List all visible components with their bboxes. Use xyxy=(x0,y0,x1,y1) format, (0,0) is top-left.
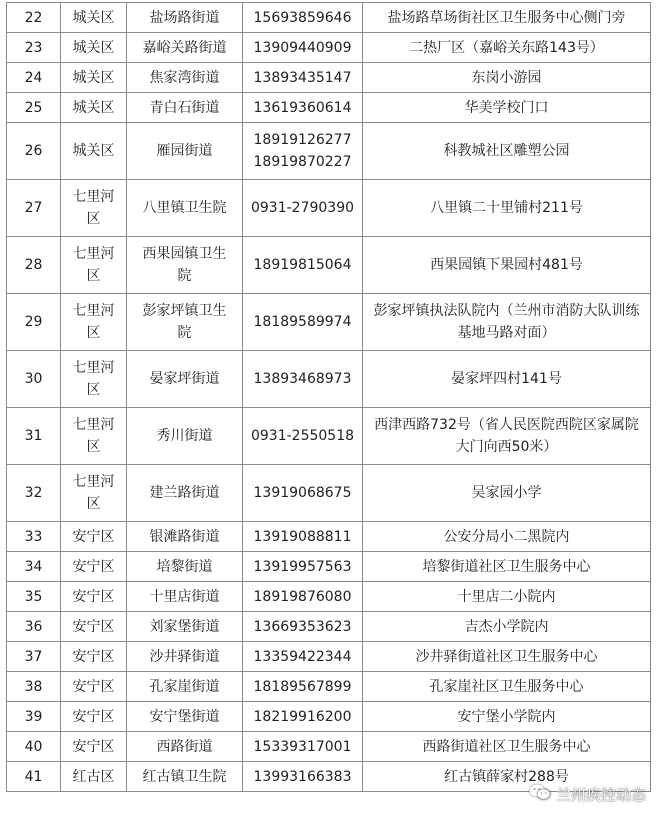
cell-district-line: 安宁区 xyxy=(72,558,115,575)
cell-street-line: 培黎街道 xyxy=(156,558,213,575)
cell-street xyxy=(127,408,243,465)
cell-phone-line: 0931-2790390 xyxy=(250,200,355,216)
cell-district-line: 七里河 xyxy=(72,474,115,490)
cell-street-line: 银滩路街道 xyxy=(149,528,220,545)
cell-district xyxy=(61,180,127,237)
cell-site-line: 盐场路草场街社区卫生服务中心侧门旁 xyxy=(387,9,626,26)
cell-district-line: 区 xyxy=(86,211,101,227)
cell-site-line: 公安分局小二黑院内 xyxy=(443,528,570,545)
cell-site xyxy=(363,762,651,792)
cell-street xyxy=(127,642,243,672)
cell-district-line: 七里河 xyxy=(72,189,115,205)
cell-district-line: 七里河 xyxy=(72,360,115,376)
cell-phone xyxy=(243,465,363,522)
cell-number: 41 xyxy=(7,762,61,792)
cell-district-line: 安宁区 xyxy=(72,708,115,725)
table-row xyxy=(7,582,651,612)
cell-site xyxy=(363,732,651,762)
table-row xyxy=(7,552,651,582)
cell-phone xyxy=(243,642,363,672)
cell-street xyxy=(127,762,243,792)
cell-district-line: 城关区 xyxy=(72,99,115,116)
cell-site xyxy=(363,33,651,63)
table-row xyxy=(7,408,651,465)
cell-site xyxy=(363,522,651,552)
cell-district xyxy=(61,582,127,612)
cell-district-line: 七里河 xyxy=(72,246,115,262)
cell-street-line: 孔家崖街道 xyxy=(149,678,220,695)
cell-street xyxy=(127,123,243,180)
cell-district-line: 安宁区 xyxy=(72,738,115,755)
cell-street-line: 西路街道 xyxy=(156,738,213,755)
cell-district-line: 城关区 xyxy=(72,143,115,159)
cell-phone xyxy=(243,672,363,702)
cell-phone xyxy=(243,522,363,552)
cell-street xyxy=(127,522,243,552)
table-row xyxy=(7,237,651,294)
cell-street-line: 十里店街道 xyxy=(149,588,220,605)
cell-phone-line: 18919815064 xyxy=(253,257,352,273)
cell-street xyxy=(127,552,243,582)
cell-site-line: 二热厂区（嘉峪关东路143号） xyxy=(409,39,604,56)
cell-district xyxy=(61,552,127,582)
cell-site-line: 东岗小游园 xyxy=(471,69,542,86)
table-row xyxy=(7,63,651,93)
cell-phone xyxy=(243,702,363,732)
cell-number: 27 xyxy=(7,180,61,237)
cell-site xyxy=(363,612,651,642)
cell-street xyxy=(127,612,243,642)
table-row xyxy=(7,3,651,33)
cell-site xyxy=(363,123,651,180)
cell-phone xyxy=(243,582,363,612)
cell-district xyxy=(61,63,127,93)
cell-district xyxy=(61,612,127,642)
cell-street-line: 建兰路街道 xyxy=(149,485,220,501)
cell-number: 30 xyxy=(7,351,61,408)
cell-street-line: 院 xyxy=(177,268,192,284)
cell-phone-line: 13893435147 xyxy=(253,69,352,86)
cell-street xyxy=(127,582,243,612)
cell-street xyxy=(127,33,243,63)
cell-district-line: 安宁区 xyxy=(72,588,115,605)
cell-site-line: 孔家崖社区卫生服务中心 xyxy=(429,678,584,695)
cell-site-line: 西路街道社区卫生服务中心 xyxy=(422,738,591,755)
cell-street xyxy=(127,294,243,351)
cell-number: 36 xyxy=(7,612,61,642)
cell-site-line: 沙井驿街道社区卫生服务中心 xyxy=(415,648,598,665)
table-row xyxy=(7,93,651,123)
cell-number: 28 xyxy=(7,237,61,294)
cell-phone xyxy=(243,3,363,33)
cell-street xyxy=(127,3,243,33)
cell-district-line: 区 xyxy=(86,268,101,284)
cell-district xyxy=(61,762,127,792)
cell-number: 33 xyxy=(7,522,61,552)
cell-district-line: 城关区 xyxy=(72,9,115,26)
cell-district-line: 安宁区 xyxy=(72,678,115,695)
cell-district-line: 城关区 xyxy=(72,39,115,56)
table-row xyxy=(7,732,651,762)
cell-site-line: 科教城社区雕塑公园 xyxy=(443,143,570,159)
cell-district xyxy=(61,642,127,672)
cell-street-line: 焦家湾街道 xyxy=(149,69,220,86)
cell-street-line: 彭家坪镇卫生 xyxy=(142,303,227,319)
cell-phone-line: 15693859646 xyxy=(253,9,352,26)
cell-phone-line: 18919126277 xyxy=(253,132,352,148)
cell-district-line: 区 xyxy=(86,382,101,398)
cell-street-line: 嘉峪关路街道 xyxy=(142,39,227,56)
cell-site-line: 晏家坪四村141号 xyxy=(451,371,562,387)
cell-number: 22 xyxy=(7,3,61,33)
cell-site-line: 大门向西50米） xyxy=(455,439,558,455)
cell-phone-line: 13619360614 xyxy=(253,99,352,116)
cell-number: 38 xyxy=(7,672,61,702)
cell-phone-line: 13993166383 xyxy=(253,768,352,785)
cell-district-line: 红古区 xyxy=(72,768,115,785)
cell-street-line: 八里镇卫生院 xyxy=(142,200,227,216)
cell-street xyxy=(127,732,243,762)
cell-district xyxy=(61,237,127,294)
table-row xyxy=(7,642,651,672)
cell-site xyxy=(363,3,651,33)
cell-site xyxy=(363,351,651,408)
cell-site xyxy=(363,294,651,351)
cell-number: 26 xyxy=(7,123,61,180)
cell-phone-line: 13669353623 xyxy=(253,618,352,635)
cell-district-line: 安宁区 xyxy=(72,618,115,635)
cell-district xyxy=(61,522,127,552)
cell-phone xyxy=(243,294,363,351)
cell-site xyxy=(363,672,651,702)
cell-district xyxy=(61,3,127,33)
cell-phone xyxy=(243,63,363,93)
cell-number: 25 xyxy=(7,93,61,123)
cell-site xyxy=(363,93,651,123)
cell-phone-line: 0931-2550518 xyxy=(250,428,355,444)
cell-site xyxy=(363,408,651,465)
cell-phone-line: 13919957563 xyxy=(253,558,352,575)
cell-number: 34 xyxy=(7,552,61,582)
cell-phone xyxy=(243,762,363,792)
cell-phone xyxy=(243,123,363,180)
cell-street xyxy=(127,63,243,93)
cell-district-line: 区 xyxy=(86,496,101,512)
cell-site-line: 吴家园小学 xyxy=(471,485,542,501)
cell-street-line: 院 xyxy=(177,325,192,341)
cell-phone-line: 18219916200 xyxy=(253,708,352,725)
cell-street-line: 西果园镇卫生 xyxy=(142,246,227,262)
cell-street-line: 红古镇卫生院 xyxy=(142,768,227,785)
cell-district xyxy=(61,33,127,63)
cell-phone xyxy=(243,732,363,762)
cell-number: 32 xyxy=(7,465,61,522)
cell-site xyxy=(363,237,651,294)
cell-phone-line: 13893468973 xyxy=(253,371,352,387)
cell-street-line: 沙井驿街道 xyxy=(149,648,220,665)
cell-district xyxy=(61,294,127,351)
cell-phone-line: 18919870227 xyxy=(253,154,352,170)
table-body xyxy=(7,3,651,792)
cell-phone xyxy=(243,552,363,582)
cell-district xyxy=(61,702,127,732)
table-row xyxy=(7,612,651,642)
cell-number: 31 xyxy=(7,408,61,465)
cell-number: 37 xyxy=(7,642,61,672)
cell-site xyxy=(363,63,651,93)
cell-street xyxy=(127,702,243,732)
cell-street xyxy=(127,180,243,237)
cell-site-line: 西津西路732号（省人民医院西院区家属院 xyxy=(374,417,639,433)
cell-district xyxy=(61,123,127,180)
cell-district xyxy=(61,351,127,408)
cell-number: 24 xyxy=(7,63,61,93)
cell-district xyxy=(61,732,127,762)
cell-district xyxy=(61,408,127,465)
testing-sites-table xyxy=(6,2,651,792)
cell-site-line: 西果园镇下果园村481号 xyxy=(430,257,583,273)
cell-phone xyxy=(243,351,363,408)
cell-street-line: 安宁堡街道 xyxy=(149,708,220,725)
cell-site xyxy=(363,582,651,612)
cell-site-line: 华美学校门口 xyxy=(464,99,549,116)
cell-site xyxy=(363,642,651,672)
cell-district-line: 安宁区 xyxy=(72,528,115,545)
cell-site-line: 红古镇薛家村288号 xyxy=(444,768,569,785)
cell-district-line: 城关区 xyxy=(72,69,115,86)
cell-site-line: 八里镇二十里铺村211号 xyxy=(430,200,583,216)
cell-site xyxy=(363,702,651,732)
cell-site xyxy=(363,552,651,582)
cell-site xyxy=(363,465,651,522)
cell-district xyxy=(61,465,127,522)
cell-phone-line: 13919088811 xyxy=(253,528,352,545)
table-row xyxy=(7,465,651,522)
cell-street-line: 盐场路街道 xyxy=(149,9,220,26)
cell-district-line: 七里河 xyxy=(72,303,115,319)
cell-phone xyxy=(243,180,363,237)
cell-street xyxy=(127,93,243,123)
cell-street xyxy=(127,237,243,294)
cell-phone-line: 18919876080 xyxy=(253,588,352,605)
cell-street-line: 青白石街道 xyxy=(149,99,220,116)
cell-district-line: 七里河 xyxy=(72,417,115,433)
cell-phone xyxy=(243,408,363,465)
cell-site-line: 十里店二小院内 xyxy=(457,588,556,605)
table-row xyxy=(7,702,651,732)
cell-district-line: 区 xyxy=(86,439,101,455)
cell-number: 29 xyxy=(7,294,61,351)
cell-phone-line: 18189589974 xyxy=(253,314,352,330)
cell-district xyxy=(61,93,127,123)
table-row xyxy=(7,123,651,180)
table-row xyxy=(7,762,651,792)
watermark-text: 兰州疾控动态 xyxy=(555,785,646,804)
cell-street-line: 秀川街道 xyxy=(156,428,213,444)
cell-site xyxy=(363,180,651,237)
table-row xyxy=(7,672,651,702)
cell-site-line: 吉杰小学院内 xyxy=(464,618,549,635)
cell-phone xyxy=(243,33,363,63)
cell-phone-line: 13909440909 xyxy=(253,39,352,56)
cell-number: 35 xyxy=(7,582,61,612)
cell-number: 23 xyxy=(7,33,61,63)
cell-street xyxy=(127,351,243,408)
cell-site-line: 安宁堡小学院内 xyxy=(457,708,556,725)
cell-street xyxy=(127,465,243,522)
cell-street-line: 雁园街道 xyxy=(156,143,213,159)
cell-phone xyxy=(243,237,363,294)
table-row xyxy=(7,351,651,408)
cell-street-line: 晏家坪街道 xyxy=(149,371,220,387)
cell-district-line: 安宁区 xyxy=(72,648,115,665)
cell-street-line: 刘家堡街道 xyxy=(149,618,220,635)
cell-phone xyxy=(243,93,363,123)
cell-phone-line: 15339317001 xyxy=(253,738,352,755)
cell-district-line: 区 xyxy=(86,325,101,341)
cell-site-line: 基地马路对面） xyxy=(457,325,556,341)
table-row xyxy=(7,294,651,351)
cell-phone-line: 13919068675 xyxy=(253,485,352,501)
cell-number: 39 xyxy=(7,702,61,732)
table-row xyxy=(7,522,651,552)
cell-phone xyxy=(243,612,363,642)
cell-site-line: 彭家坪镇执法队院内（兰州市消防大队训练 xyxy=(373,303,640,319)
table-row xyxy=(7,180,651,237)
cell-district xyxy=(61,672,127,702)
cell-phone-line: 18189567899 xyxy=(253,678,352,695)
cell-phone-line: 13359422344 xyxy=(253,648,352,665)
cell-street xyxy=(127,672,243,702)
cell-number: 40 xyxy=(7,732,61,762)
cell-site-line: 培黎街道社区卫生服务中心 xyxy=(422,558,591,575)
table-row xyxy=(7,33,651,63)
